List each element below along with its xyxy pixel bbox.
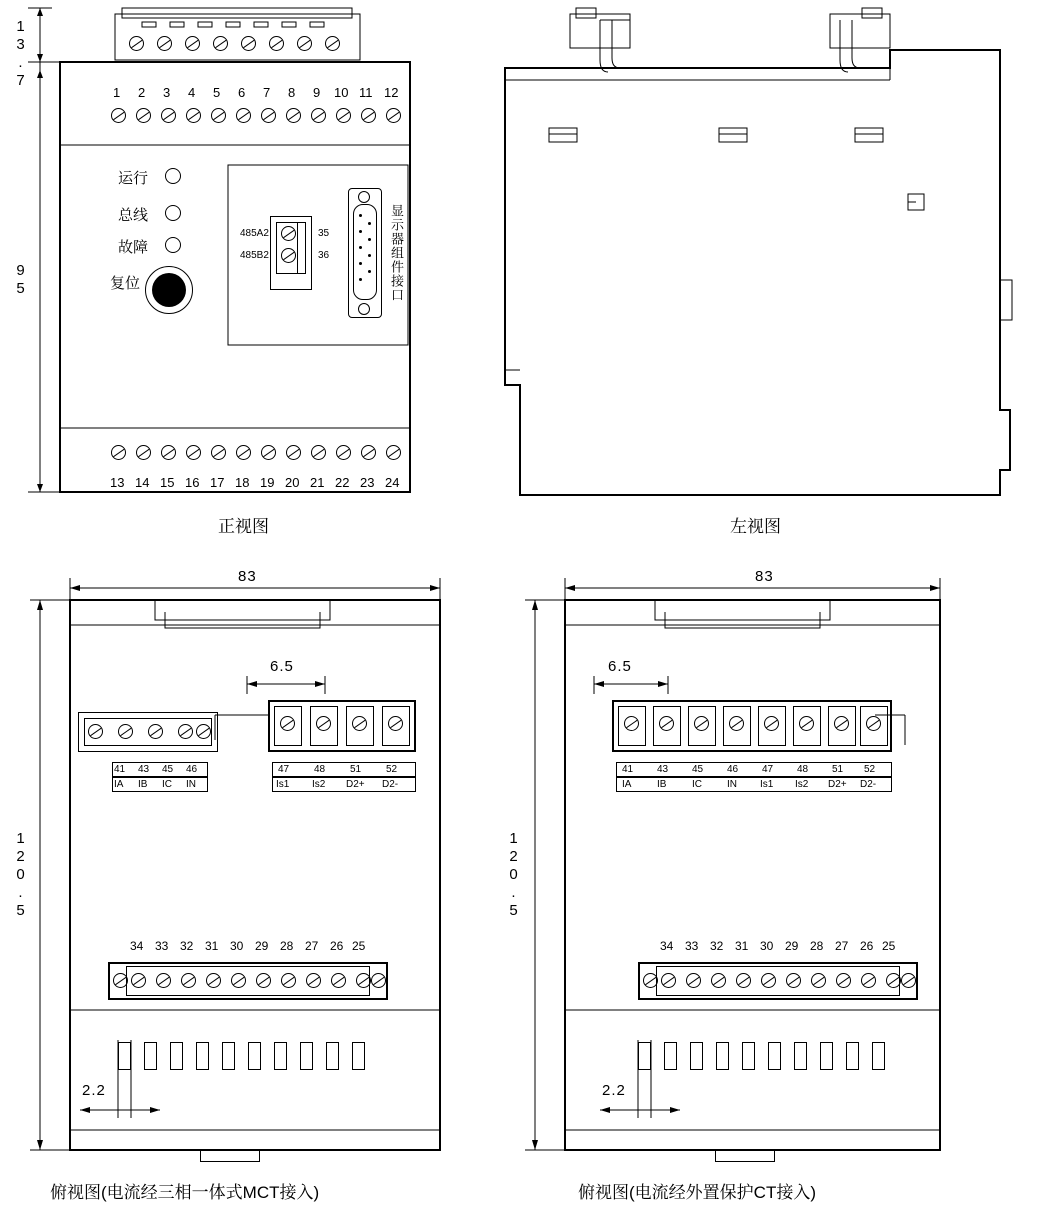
terminal-number: 1 xyxy=(113,85,121,100)
terminal-number: 26 xyxy=(860,939,874,953)
terminal-number: 41 xyxy=(114,764,126,775)
terminal-number: 12 xyxy=(384,85,399,100)
dim-gap-mct: 6.5 xyxy=(270,658,294,675)
terminal-number: 10 xyxy=(334,85,349,100)
terminal-name: D2+ xyxy=(346,779,365,790)
terminal-name: IC xyxy=(692,779,702,790)
terminal-number: 22 xyxy=(335,475,350,490)
terminal-number: 45 xyxy=(692,764,704,775)
terminal-number: 46 xyxy=(186,764,198,775)
reset-label: 复位 xyxy=(110,275,141,292)
terminal-number: 7 xyxy=(263,85,271,100)
terminal-number: 17 xyxy=(210,475,225,490)
terminal-number: 2 xyxy=(138,85,146,100)
terminal-number: 31 xyxy=(735,939,749,953)
terminal-name: IN xyxy=(186,779,196,790)
terminal-number: 47 xyxy=(278,764,290,775)
terminal-number: 48 xyxy=(314,764,326,775)
terminal-name: Is1 xyxy=(760,779,774,790)
terminal-number: 4 xyxy=(188,85,196,100)
terminal-number: 34 xyxy=(660,939,674,953)
terminal-number: 6 xyxy=(238,85,246,100)
terminal-name: IC xyxy=(162,779,172,790)
terminal-name: Is2 xyxy=(312,779,326,790)
terminal-name: IA xyxy=(622,779,632,790)
rs485-a2-label: 485A2 xyxy=(240,228,269,239)
terminal-number: 47 xyxy=(762,764,774,775)
dim-pitch-ct: 2.2 xyxy=(602,1082,626,1099)
indicator-label-fault: 故障 xyxy=(118,239,149,256)
terminal-name: D2- xyxy=(860,779,877,790)
caption-left-view: 左视图 xyxy=(730,517,781,536)
db9-label: 显示器组件接口 xyxy=(389,204,404,302)
terminal-name: D2- xyxy=(382,779,399,790)
terminal-name: IB xyxy=(138,779,148,790)
dim-width-ct: 83 xyxy=(755,568,774,585)
indicator-label-bus: 总线 xyxy=(118,207,149,224)
terminal-number: 21 xyxy=(310,475,325,490)
dim-height-ct: 120.5 xyxy=(505,830,522,920)
terminal-number: 25 xyxy=(352,939,366,953)
terminal-number: 11 xyxy=(359,85,373,100)
dim-top-height: 13.7 xyxy=(12,18,29,90)
terminal-number: 25 xyxy=(882,939,896,953)
terminal-number: 16 xyxy=(185,475,200,490)
terminal-number: 29 xyxy=(255,939,269,953)
terminal-number: 43 xyxy=(657,764,669,775)
terminal-number: 51 xyxy=(350,764,362,775)
terminal-number: 30 xyxy=(230,939,244,953)
terminal-name: IA xyxy=(114,779,124,790)
ct-bottom-tab xyxy=(715,1150,775,1162)
terminal-number: 26 xyxy=(330,939,344,953)
terminal-number: 18 xyxy=(235,475,250,490)
terminal-number: 27 xyxy=(305,939,319,953)
terminal-number: 33 xyxy=(685,939,699,953)
terminal-number: 20 xyxy=(285,475,300,490)
terminal-number: 13 xyxy=(110,475,125,490)
caption-front-view: 正视图 xyxy=(218,517,269,536)
terminal-number: 41 xyxy=(622,764,634,775)
dim-pitch-mct: 2.2 xyxy=(82,1082,106,1099)
terminal-number: 34 xyxy=(130,939,144,953)
dim-body-height: 95 xyxy=(12,262,29,298)
rs485-b2-label: 485B2 xyxy=(240,250,269,261)
terminal-number: 3 xyxy=(163,85,171,100)
rs485-b2-terminal: 36 xyxy=(318,250,330,261)
terminal-name: Is2 xyxy=(795,779,809,790)
terminal-number: 31 xyxy=(205,939,219,953)
terminal-name: Is1 xyxy=(276,779,290,790)
terminal-number: 15 xyxy=(160,475,175,490)
caption-top-ct: 俯视图(电流经外置保护CT接入) xyxy=(578,1183,816,1202)
terminal-number: 43 xyxy=(138,764,150,775)
terminal-name: IB xyxy=(657,779,667,790)
terminal-number: 8 xyxy=(288,85,296,100)
terminal-number: 48 xyxy=(797,764,809,775)
rs485-a2-terminal: 35 xyxy=(318,228,330,239)
terminal-number: 32 xyxy=(180,939,194,953)
terminal-number: 19 xyxy=(260,475,275,490)
dim-height-mct: 120.5 xyxy=(12,830,29,920)
terminal-number: 33 xyxy=(155,939,169,953)
terminal-number: 52 xyxy=(864,764,876,775)
terminal-number: 29 xyxy=(785,939,799,953)
terminal-number: 28 xyxy=(280,939,294,953)
indicator-label-run: 运行 xyxy=(118,170,149,187)
terminal-number: 24 xyxy=(385,475,400,490)
terminal-name: IN xyxy=(727,779,737,790)
terminal-number: 9 xyxy=(313,85,321,100)
terminal-number: 5 xyxy=(213,85,221,100)
caption-top-mct: 俯视图(电流经三相一体式MCT接入) xyxy=(50,1183,320,1202)
dim-gap-ct: 6.5 xyxy=(608,658,632,675)
terminal-number: 52 xyxy=(386,764,398,775)
terminal-number: 45 xyxy=(162,764,174,775)
terminal-number: 32 xyxy=(710,939,724,953)
terminal-number: 30 xyxy=(760,939,774,953)
terminal-number: 27 xyxy=(835,939,849,953)
terminal-number: 51 xyxy=(832,764,844,775)
terminal-number: 14 xyxy=(135,475,150,490)
terminal-name: D2+ xyxy=(828,779,847,790)
terminal-number: 46 xyxy=(727,764,739,775)
dim-width-mct: 83 xyxy=(238,568,257,585)
terminal-number: 23 xyxy=(360,475,375,490)
terminal-number: 28 xyxy=(810,939,824,953)
